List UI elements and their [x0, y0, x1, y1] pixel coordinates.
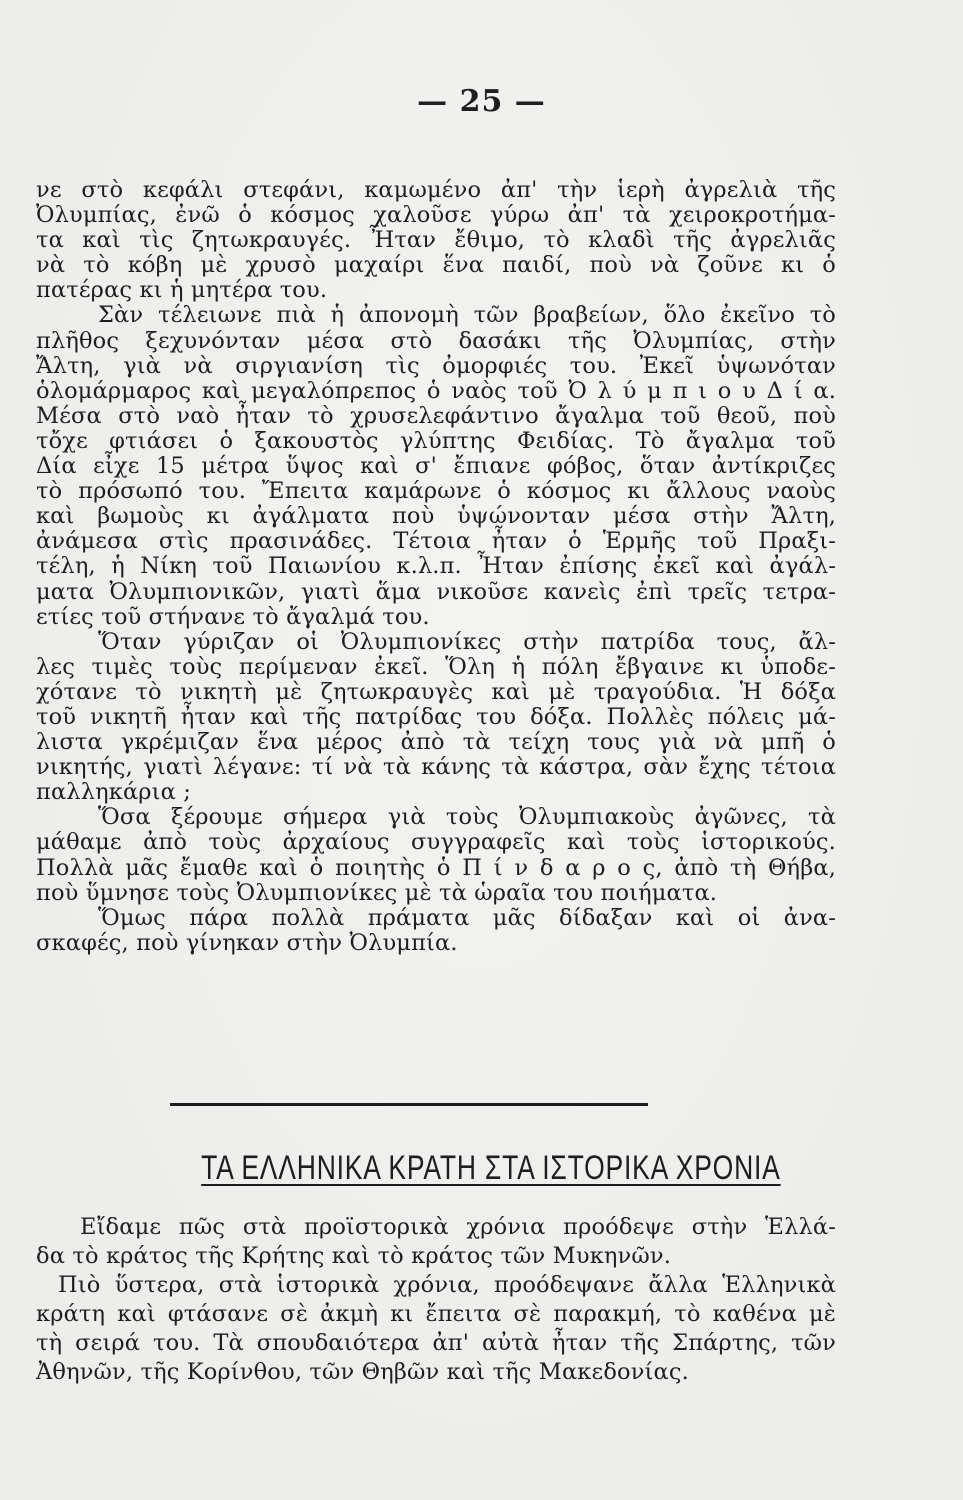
text-line: ματα Ὀλυμπιονικῶν, γιατὶ ἅμα νικοῦσε κανεὶς ἐπὶ τρεῖς τετρα-: [36, 578, 836, 605]
text-line: κράτη καὶ φτάσανε σὲ ἀκμὴ κι ἔπειτα σὲ παρακμή, τὸ καθένα μὲ: [36, 1301, 836, 1327]
text-line: τὸ πρόσωπό του. Ἔπειτα καμάρωνε ὁ κόσμος κι ἄλλους ναοὺς: [36, 478, 836, 505]
text-line: ὁλομάρμαρος καὶ μεγαλόπρεπος ὁ ναὸς τοῦ Ὀ λ ύ μ π ι ο υ Δ ί α.: [36, 377, 836, 404]
text-line: Ὀλυμπίας, ἐνῶ ὁ κόσμος χαλοῦσε γύρω ἀπ' τὰ χειροκροτήμα-: [36, 202, 836, 229]
text-line: Σὰν τέλειωνε πιὰ ἡ ἀπονομὴ τῶν βραβείων, ὅλο ἐκεῖνο τὸ: [98, 302, 836, 329]
text-line: Εἴδαμε πῶς στὰ προϊστορικὰ χρόνια προόδεψε στὴν Ἑλλά-: [80, 1214, 836, 1240]
text-line: Πιὸ ὕστερα, στὰ ἱστορικὰ χρόνια, προόδεψανε ἄλλα Ἑλληνικὰ: [58, 1272, 836, 1298]
text-line: Πολλὰ μᾶς ἔμαθε καὶ ὁ ποιητὴς ὁ Π ί ν δ α ρ ο ς, ἀπὸ τὴ Θήβα,: [36, 854, 836, 881]
text-line: τοῦ νικητῆ ἦταν καὶ τῆς πατρίδας του δόξα. Πολλὲς πόλεις μά-: [36, 703, 836, 730]
text-line: σκαφές, ποὺ γίνηκαν στὴν Ὀλυμπία.: [36, 929, 458, 956]
text-line: ετίες τοῦ στήνανε τὸ ἄγαλμά του.: [36, 603, 430, 630]
body-text: [36, 178, 836, 956]
section-heading: ΤΑ ΕΛΛΗΝΙΚΑ ΚΡΑΤΗ ΣΤΑ ΙΣΤΟΡΙΚΑ ΧΡΟΝΙΑ: [201, 1149, 781, 1187]
text-line: Ἄλτη, γιὰ νὰ σιργιανίση τὶς ὀμορφιές του. Ἐκεῖ ὑψωνόταν: [36, 352, 836, 379]
section-text: [36, 1213, 836, 1387]
text-line: τὄχε φτιάσει ὁ ξακουστὸς γλύπτης Φειδίας. Τὸ ἄγαλμα τοῦ: [36, 427, 836, 454]
text-line: καὶ βωμοὺς κι ἀγάλματα ποὺ ὑψώνονταν μέσα στὴν Ἄλτη,: [36, 503, 836, 530]
page-number: — 25 —: [417, 84, 546, 119]
text-line: Ὅταν γύριζαν οἱ Ὀλυμπιονίκες στὴν πατρίδα τους, ἄλ-: [98, 628, 836, 655]
text-line: πλῆθος ξεχυνόνταν μέσα στὸ δασάκι τῆς Ὀλυμπίας, στὴν: [36, 327, 836, 354]
text-line: λιστα γκρέμιζαν ἕνα μέρος ἀπὸ τὰ τείχη τους γιὰ νὰ μπῆ ὁ: [36, 729, 836, 756]
text-line: Δία εἶχε 15 μέτρα ὕψος καὶ σ' ἔπιανε φόβος, ὅταν ἀντίκριζες: [36, 453, 836, 480]
text-line: νε στὸ κεφάλι στεφάνι, καμωμένο ἀπ' τὴν ἱερὴ ἀγρελιὰ τῆς: [36, 177, 836, 203]
text-line: Ἀθηνῶν, τῆς Κορίνθου, τῶν Θηβῶν καὶ τῆς Μακεδονίας.: [36, 1359, 689, 1385]
text-line: μάθαμε ἀπὸ τοὺς ἀρχαίους συγγραφεῖς καὶ τοὺς ἱστορικούς.: [36, 829, 836, 856]
text-line: τα καὶ τὶς ζητωκραυγές. Ἦταν ἔθιμο, τὸ κλαδὶ τῆς ἀγρελιᾶς: [36, 227, 836, 254]
text-line: παλληκάρια ;: [36, 779, 192, 806]
text-line: νικητής, γιατὶ λέγανε: τί νὰ τὰ κάνης τὰ κάστρα, σὰν ἔχης τέτοια: [36, 754, 836, 781]
text-line: νὰ τὸ κόβη μὲ χρυσὸ μαχαίρι ἕνα παιδί, ποὺ νὰ ζοῦνε κι ὁ: [36, 252, 836, 279]
text-line: τέλη, ἡ Νίκη τοῦ Παιωνίου κ.λ.π. Ἦταν ἐπίσης ἐκεῖ καὶ ἀγάλ-: [36, 553, 836, 580]
text-line: Ὅμως πάρα πολλὰ πράματα μᾶς δίδαξαν καὶ οἱ ἀνα-: [98, 904, 836, 931]
text-line: Μέσα στὸ ναὸ ἦταν τὸ χρυσελεφάντινο ἄγαλμα τοῦ θεοῦ, ποὺ: [36, 402, 836, 429]
text-line: Ὅσα ξέρουμε σήμερα γιὰ τοὺς Ὀλυμπιακοὺς ἀγῶνες, τὰ: [98, 804, 836, 831]
text-line: ἀνάμεσα στὶς πρασινάδες. Τέτοια ἦταν ὁ Ἑρμῆς τοῦ Πραξι-: [36, 528, 836, 555]
section-divider: [170, 1103, 648, 1106]
text-line: ποὺ ὕμνησε τοὺς Ὀλυμπιονίκες μὲ τὰ ὡραῖα του ποιήματα.: [36, 879, 718, 906]
text-line: λες τιμὲς τοὺς περίμεναν ἐκεῖ. Ὅλη ἡ πόλη ἔβγαινε κι ὑποδε-: [36, 653, 836, 680]
text-line: δα τὸ κράτος τῆς Κρήτης καὶ τὸ κράτος τῶν Μυκηνῶν.: [36, 1243, 671, 1269]
text-line: χότανε τὸ νικητὴ μὲ ζητωκραυγὲς καὶ μὲ τραγούδια. Ἡ δόξα: [36, 678, 836, 705]
text-line: πατέρας κι ἡ μητέρα του.: [36, 277, 328, 304]
text-line: τὴ σειρά του. Τὰ σπουδαιότερα ἀπ' αὐτὰ ἦταν τῆς Σπάρτης, τῶν: [36, 1330, 836, 1356]
